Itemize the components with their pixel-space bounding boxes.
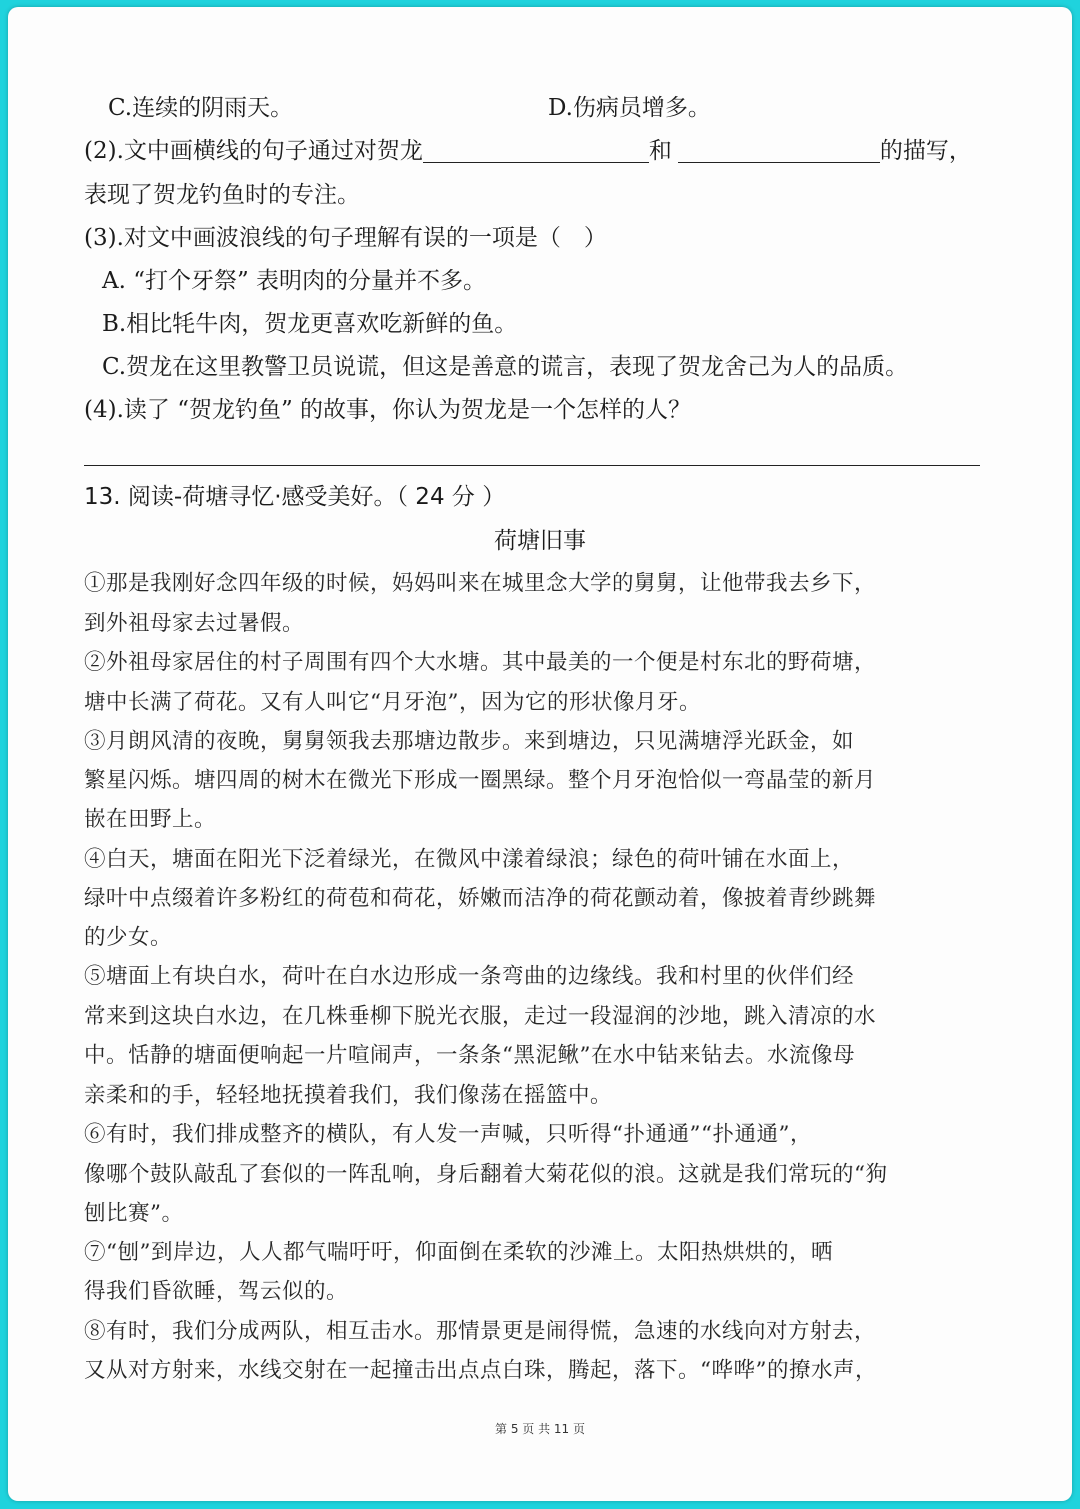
passage-line: 得我们昏欲睡，驾云似的。 xyxy=(84,1279,349,1304)
q4-answer-line[interactable] xyxy=(84,465,980,466)
q3-option-a: A. “打个牙祭” 表明肉的分量并不多。 xyxy=(102,268,487,294)
q1-option-d: D.伤病员增多。 xyxy=(548,95,711,121)
passage-line: ⑧有时，我们分成两队，相互击水。那情景更是闹得慌，急速的水线向对方射去， xyxy=(84,1319,877,1344)
passage-line: 像哪个鼓队敲乱了套似的一阵乱响，身后翻着大菊花似的浪。这就是我们常玩的“狗 xyxy=(84,1162,888,1187)
passage-line: ④白天，塘面在阳光下泛着绿光，在微风中漾着绿浪；绿色的荷叶铺在水面上， xyxy=(84,847,855,872)
q1-option-c: C.连续的阴雨天。 xyxy=(108,95,294,121)
q3-option-c: C.贺龙在这里教警卫员说谎，但这是善意的谎言，表现了贺龙舍己为人的品质。 xyxy=(102,354,909,380)
page-footer: 第 5 页 共 11 页 xyxy=(495,1422,585,1436)
passage-line: 的少女。 xyxy=(84,925,173,950)
passage-line: 绿叶中点缀着许多粉红的荷苞和荷花，娇嫩而洁净的荷花颤动着，像披着青纱跳舞 xyxy=(84,886,877,911)
q4-stem: (4).读了 “贺龙钓鱼” 的故事，你认为贺龙是一个怎样的人？ xyxy=(84,397,692,423)
passage-line: ③月朗风清的夜晚，舅舅领我去那塘边散步。来到塘边，只见满塘浮光跃金，如 xyxy=(84,729,855,754)
passage-line: ⑦“刨”到岸边，人人都气喘吁吁，仰面倒在柔软的沙滩上。太阳热烘烘的，晒 xyxy=(84,1240,833,1265)
q2-blank-1[interactable] xyxy=(423,140,649,163)
passage-line: 嵌在田野上。 xyxy=(84,807,217,832)
passage-line: 繁星闪烁。塘四周的树木在微光下形成一圈黑绿。整个月牙泡恰似一弯晶莹的新月 xyxy=(84,768,877,793)
q2-blank-2[interactable] xyxy=(678,140,880,163)
passage-line: 刨比赛”。 xyxy=(84,1201,184,1226)
q3-stem: (3).对文中画波浪线的句子理解有误的一项是（ ） xyxy=(84,225,607,251)
passage-line: ⑥有时，我们排成整齐的横队，有人发一声喊，只听得“扑通通”“扑通通”， xyxy=(84,1122,812,1147)
passage-line: 又从对方射来，水线交射在一起撞击出点点白珠，腾起，落下。“哗哗”的撩水声， xyxy=(84,1358,877,1383)
section13-heading: 13. 阅读-荷塘寻忆·感受美好。（ 24 分 ） xyxy=(84,484,506,510)
q2-stem xyxy=(84,140,972,163)
passage-line: 到外祖母家去过暑假。 xyxy=(84,611,305,636)
q2-line-2: 表现了贺龙钓鱼时的专注。 xyxy=(84,182,360,208)
q2-text-b: 和 xyxy=(648,138,672,164)
passage-line: ①那是我刚好念四年级的时候，妈妈叫来在城里念大学的舅舅，让他带我去乡下， xyxy=(84,571,877,596)
q2-text-a: (2).文中画横线的句子通过对贺龙 xyxy=(84,138,423,164)
passage-line: 中。恬静的塘面便响起一片喧闹声，一条条“黑泥鳅”在水中钻来钻去。水流像母 xyxy=(84,1043,855,1068)
passage-line: 塘中长满了荷花。又有人叫它“月牙泡”，因为它的形状像月牙。 xyxy=(84,690,701,715)
passage-line: ⑤塘面上有块白水，荷叶在白水边形成一条弯曲的边缘线。我和村里的伙伴们经 xyxy=(84,964,855,989)
passage-line: 常来到这块白水边，在几株垂柳下脱光衣服，走过一段湿润的沙地，跳入清凉的水 xyxy=(84,1004,877,1029)
passage-line: ②外祖母家居住的村子周围有四个大水塘。其中最美的一个便是村东北的野荷塘， xyxy=(84,650,877,675)
passage-line: 亲柔和的手，轻轻地抚摸着我们，我们像荡在摇篮中。 xyxy=(84,1083,613,1108)
q3-option-b: B.相比牦牛肉，贺龙更喜欢吃新鲜的鱼。 xyxy=(102,311,518,337)
passage-title: 荷塘旧事 xyxy=(494,528,586,554)
q2-text-c: 的描写， xyxy=(879,138,972,164)
